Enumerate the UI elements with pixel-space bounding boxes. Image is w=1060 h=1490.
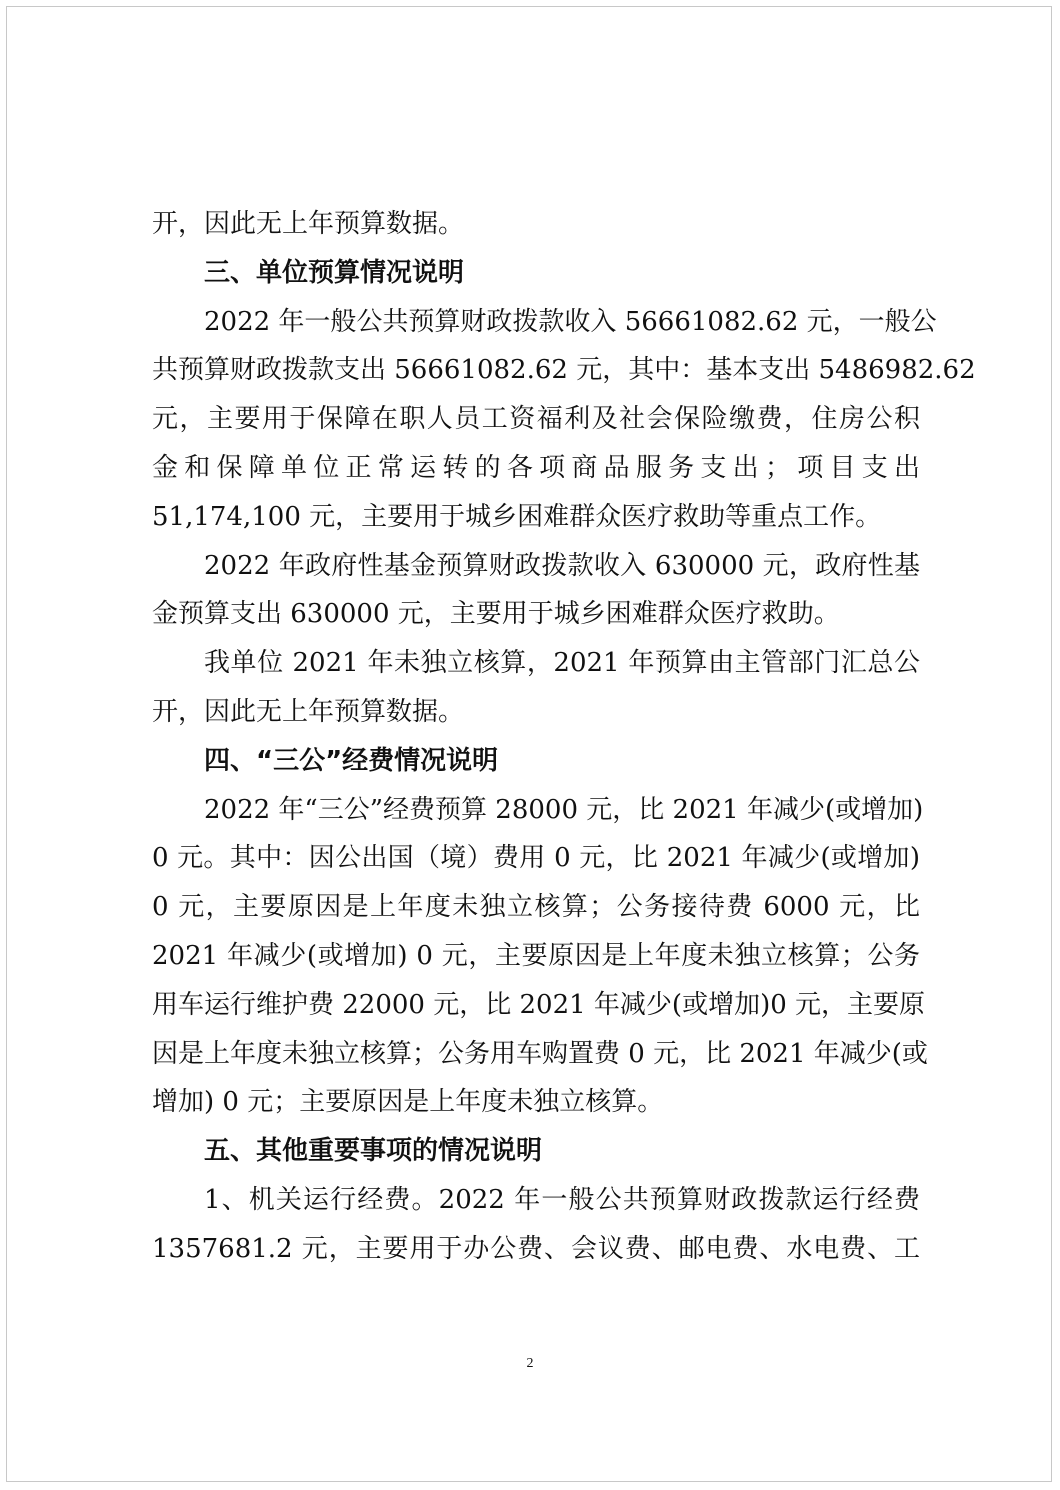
paragraph-line: 2022 年“三公”经费预算 28000 元，比 2021 年减少(或增加) — [204, 794, 924, 825]
paragraph-line: 元，主要用于保障在职人员工资福利及社会保险缴费，住房公积 — [152, 404, 920, 435]
section-heading-5: 五、其他重要事项的情况说明 — [204, 1136, 543, 1167]
paragraph-line: 我单位 2021 年未独立核算，2021 年预算由主管部门汇总公 — [204, 648, 920, 679]
paragraph-line: 开，因此无上年预算数据。 — [152, 696, 465, 727]
paragraph-line: 51,174,100 元，主要用于城乡困难群众医疗救助等重点工作。 — [152, 501, 882, 532]
section-heading-4: 四、“三公”经费情况说明 — [204, 745, 499, 776]
paragraph-line: 0 元。其中：因公出国（境）费用 0 元，比 2021 年减少(或增加) — [152, 843, 920, 874]
paragraph-line: 0 元，主要原因是上年度未独立核算；公务接待费 6000 元，比 — [152, 892, 920, 923]
page-number: 2 — [526, 1356, 534, 1371]
paragraph-line: 2022 年政府性基金预算财政拨款收入 630000 元，政府性基 — [204, 550, 920, 581]
paragraph-line: 开，因此无上年预算数据。 — [152, 209, 465, 239]
paragraph-line: 1、机关运行经费。2022 年一般公共预算财政拨款运行经费 — [204, 1184, 920, 1215]
paragraph-line: 增加) 0 元；主要原因是上年度未独立核算。 — [152, 1087, 664, 1118]
paragraph-line: 金和保障单位正常运转的各项商品服务支出；项目支出 — [152, 452, 920, 483]
paragraph-line: 共预算财政拨款支出 56661082.62 元，其中：基本支出 5486982.62 — [152, 355, 976, 386]
paragraph-line: 1357681.2 元，主要用于办公费、会议费、邮电费、水电费、工 — [152, 1233, 920, 1264]
paragraph-line: 2021 年减少(或增加) 0 元，主要原因是上年度未独立核算；公务 — [152, 940, 920, 971]
document-body — [152, 200, 976, 1274]
paragraph-line: 金预算支出 630000 元，主要用于城乡困难群众医疗救助。 — [152, 599, 840, 630]
paragraph-line: 因是上年度未独立核算；公务用车购置费 0 元，比 2021 年减少(或 — [152, 1038, 928, 1069]
section-heading-3: 三、单位预算情况说明 — [204, 257, 465, 288]
paragraph-line: 用车运行维护费 22000 元，比 2021 年减少(或增加)0 元，主要原 — [152, 989, 926, 1020]
paragraph-line: 2022 年一般公共预算财政拨款收入 56661082.62 元，一般公 — [204, 306, 937, 337]
